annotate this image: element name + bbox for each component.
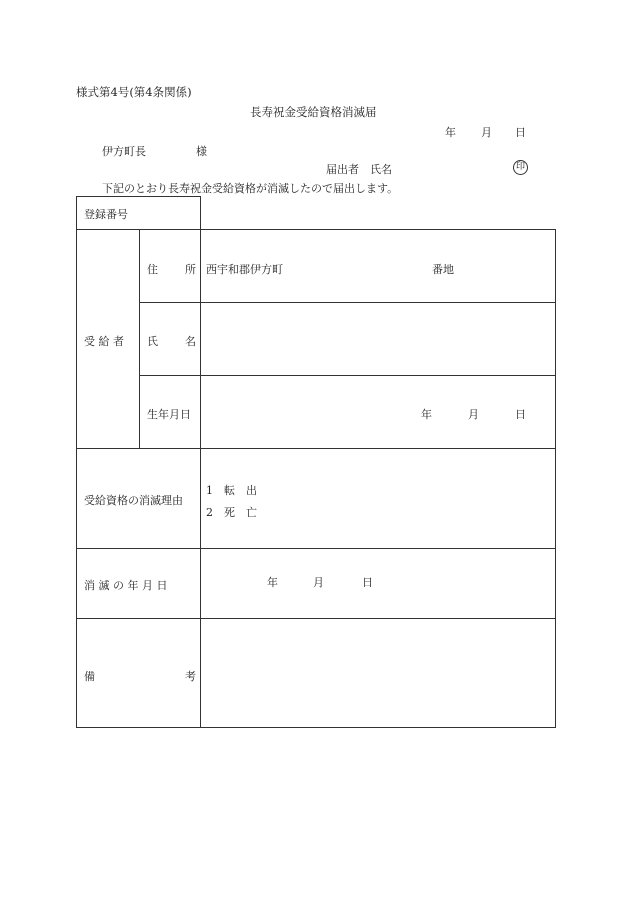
- remarks-label-1: 備: [84, 670, 95, 683]
- registration-number-label: 登録番号: [84, 208, 128, 221]
- seal-mark: 印: [513, 160, 528, 175]
- date-day-label: 日: [515, 126, 526, 139]
- dob-year-label: 年: [421, 408, 432, 421]
- reason-option-2[interactable]: 2 死 亡: [206, 506, 257, 519]
- date-year-label: 年: [445, 126, 456, 139]
- name-label-2: 名: [185, 335, 196, 348]
- form-title: 長寿祝金受給資格消滅届: [250, 105, 377, 119]
- dob-day-label: 日: [515, 408, 526, 421]
- date-month-label: 月: [481, 126, 492, 139]
- dob-month-label: 月: [468, 408, 479, 421]
- loss-day-label: 日: [362, 576, 373, 589]
- address-banchi: 番地: [432, 263, 454, 276]
- reason-option-1[interactable]: 1 転 出: [206, 484, 257, 497]
- loss-date-label: 消 滅 の 年 月 日: [84, 579, 168, 592]
- recipient-label: 受 給 者: [84, 335, 124, 348]
- addressee: 伊方町長: [102, 145, 146, 158]
- address-label-2: 所: [185, 263, 196, 276]
- loss-month-label: 月: [313, 576, 324, 589]
- applicant-name-label: 届出者 氏名: [326, 163, 392, 176]
- form-number: 様式第4号(第4条関係): [76, 85, 192, 99]
- honorific: 様: [196, 145, 207, 158]
- remarks-label-2: 考: [185, 670, 196, 683]
- address-prefix: 西宇和郡伊方町: [206, 263, 283, 276]
- address-label-1: 住: [147, 263, 158, 276]
- name-label-1: 氏: [147, 335, 158, 348]
- intro-text: 下記のとおり長寿祝金受給資格が消滅したので届出します。: [102, 182, 399, 195]
- reason-label: 受給資格の消滅理由: [84, 494, 183, 507]
- dob-label: 生年月日: [147, 408, 191, 421]
- loss-year-label: 年: [267, 576, 278, 589]
